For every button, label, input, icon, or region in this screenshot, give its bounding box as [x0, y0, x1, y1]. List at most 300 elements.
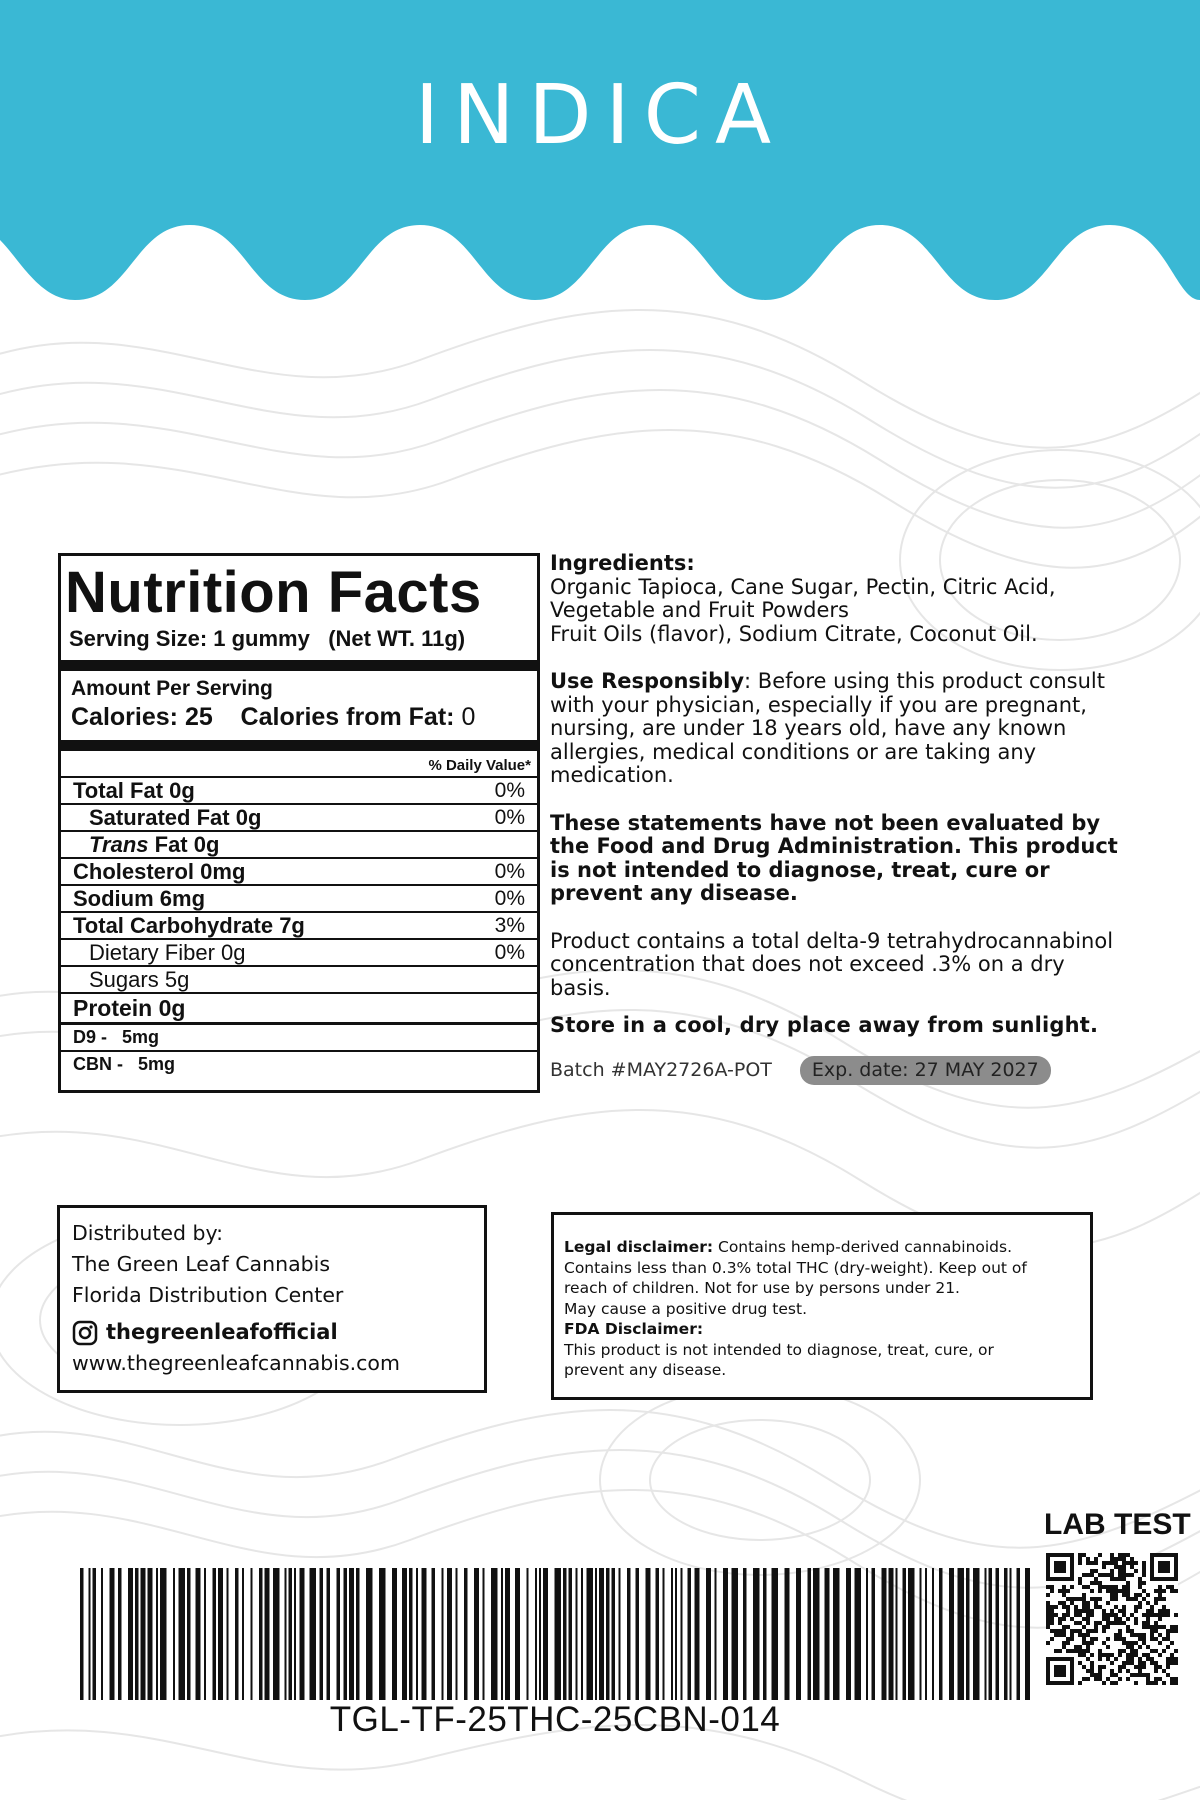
lab-test-label: LAB TEST [1044, 1508, 1191, 1541]
daily-value-header: % Daily Value* [61, 751, 537, 778]
qr-module [1118, 1577, 1122, 1581]
qr-module [1142, 1589, 1146, 1593]
qr-module [1094, 1605, 1098, 1609]
nutrient-label-suffix: Fat [148, 831, 188, 857]
qr-module [1122, 1613, 1126, 1617]
qr-module [1082, 1625, 1086, 1629]
qr-module [1058, 1601, 1062, 1605]
nutrient-daily-value: 3% [494, 913, 525, 937]
qr-module [1134, 1561, 1138, 1565]
qr-module [1082, 1637, 1086, 1641]
qr-module [1046, 1593, 1050, 1597]
qr-module [1146, 1609, 1150, 1613]
qr-module [1086, 1609, 1090, 1613]
distributor-website[interactable]: www.thegreenleafcannabis.com [72, 1351, 400, 1375]
qr-module [1090, 1581, 1094, 1585]
barcode-bar [619, 1568, 621, 1700]
use-responsibly-heading: Use Responsibly [550, 669, 745, 693]
qr-module [1174, 1629, 1178, 1633]
qr-module [1046, 1601, 1050, 1605]
qr-module [1106, 1613, 1110, 1617]
qr-module [1082, 1633, 1086, 1637]
qr-module [1122, 1609, 1126, 1613]
barcode-bar [656, 1568, 660, 1700]
qr-module [1138, 1669, 1142, 1673]
nutrient-row [61, 913, 537, 940]
qr-module [1118, 1649, 1122, 1653]
qr-module [1078, 1553, 1082, 1557]
qr-module [1082, 1601, 1086, 1605]
qr-module [1062, 1645, 1066, 1649]
qr-module [1102, 1653, 1106, 1657]
barcode-bar [543, 1568, 548, 1700]
qr-module [1102, 1617, 1106, 1621]
barcode-bar [555, 1568, 562, 1700]
barcode-bar [344, 1568, 348, 1700]
qr-module [1154, 1649, 1158, 1653]
qr-module [1126, 1581, 1130, 1585]
nutrient-amount: 0g [169, 777, 195, 803]
barcode-bar [688, 1568, 692, 1700]
qr-module [1118, 1637, 1122, 1641]
barcode-bar [833, 1568, 840, 1700]
qr-module [1046, 1585, 1050, 1589]
qr-module [1082, 1593, 1086, 1597]
qr-module [1046, 1609, 1050, 1613]
barcode-bar [409, 1568, 413, 1700]
qr-module [1094, 1581, 1098, 1585]
qr-module [1142, 1665, 1146, 1669]
qr-module [1066, 1625, 1070, 1629]
qr-module [1070, 1649, 1074, 1653]
qr-module [1066, 1637, 1070, 1641]
qr-module [1110, 1577, 1114, 1581]
qr-module [1114, 1593, 1118, 1597]
qr-module [1162, 1597, 1166, 1601]
qr-module [1086, 1641, 1090, 1645]
barcode-bar [989, 1568, 993, 1700]
qr-module [1090, 1665, 1094, 1669]
qr-module [1162, 1625, 1166, 1629]
qr-module [1110, 1653, 1114, 1657]
qr-module [1102, 1561, 1106, 1565]
qr-module [1062, 1633, 1066, 1637]
qr-module [1142, 1633, 1146, 1637]
qr-module [1110, 1553, 1114, 1557]
qr-module [1106, 1677, 1110, 1681]
barcode-bar [501, 1568, 503, 1700]
qr-module [1122, 1565, 1126, 1569]
qr-module [1150, 1625, 1154, 1629]
qr-module [1094, 1637, 1098, 1641]
qr-module [1126, 1657, 1130, 1661]
legal-text: reach of children. Not for use by persons under 21. [564, 1279, 960, 1297]
qr-module [1130, 1633, 1134, 1637]
qr-module [1074, 1609, 1078, 1613]
amount-per-serving-label: Amount Per Serving [71, 677, 273, 700]
qr-module [1114, 1585, 1118, 1589]
distributor-label: Distributed by: [72, 1221, 224, 1245]
qr-module [1158, 1677, 1162, 1681]
qr-module [1082, 1609, 1086, 1613]
qr-module [1090, 1573, 1094, 1577]
qr-module [1166, 1665, 1170, 1669]
qr-module [1126, 1553, 1130, 1557]
qr-module [1154, 1589, 1158, 1593]
qr-module [1082, 1585, 1086, 1589]
qr-module [1102, 1573, 1106, 1577]
ingredients-heading: Ingredients: [550, 551, 695, 575]
nutrient-label: Cholesterol [73, 858, 195, 884]
qr-module [1138, 1633, 1142, 1637]
nutrient-daily-value: 0% [494, 778, 525, 802]
qr-module [1062, 1585, 1066, 1589]
product-info-column [550, 552, 1125, 1085]
qr-module [1146, 1621, 1150, 1625]
qr-module [1074, 1613, 1078, 1617]
qr-module [1090, 1653, 1094, 1657]
barcode-bar [949, 1568, 954, 1700]
qr-module [1126, 1589, 1130, 1593]
qr-module [1070, 1637, 1074, 1641]
qr-module [1098, 1621, 1102, 1625]
barcode-bar [606, 1568, 610, 1700]
qr-module [1078, 1681, 1082, 1685]
legal-heading: Legal disclaimer: [564, 1238, 714, 1256]
nutrition-divider [61, 660, 537, 671]
barcode-bar [527, 1568, 529, 1700]
barcode-bar [392, 1568, 397, 1700]
expiration-date-badge: Exp. date: 27 MAY 2027 [800, 1056, 1051, 1086]
qr-module [1126, 1561, 1130, 1565]
qr-module [1174, 1649, 1178, 1653]
qr-module [1142, 1581, 1146, 1585]
barcode-bar [723, 1568, 728, 1700]
qr-module [1142, 1565, 1146, 1569]
qr-module [1138, 1661, 1142, 1665]
qr-module [1162, 1637, 1166, 1641]
calories-fat-value: 0 [461, 703, 476, 731]
qr-module [1106, 1585, 1110, 1589]
qr-module [1090, 1673, 1094, 1677]
qr-module [1170, 1589, 1174, 1593]
qr-module [1114, 1577, 1118, 1581]
qr-module [1166, 1633, 1170, 1637]
qr-module [1054, 1605, 1058, 1609]
barcode-bar [196, 1568, 201, 1700]
distributor-location: Florida Distribution Center [72, 1283, 344, 1307]
qr-module [1174, 1625, 1178, 1629]
qr-module [1134, 1621, 1138, 1625]
qr-module [1146, 1673, 1150, 1677]
qr-module [1098, 1553, 1102, 1557]
qr-module [1142, 1625, 1146, 1629]
qr-module [1082, 1597, 1086, 1601]
qr-module [1166, 1613, 1170, 1617]
qr-module [1102, 1629, 1106, 1633]
qr-module [1174, 1589, 1178, 1593]
qr-module [1086, 1645, 1090, 1649]
qr-module [1150, 1657, 1154, 1661]
qr-module [1122, 1621, 1126, 1625]
qr-module [1154, 1625, 1158, 1629]
qr-module [1090, 1613, 1094, 1617]
qr-module [1126, 1573, 1130, 1577]
qr-module [1082, 1649, 1086, 1653]
qr-module [1098, 1589, 1102, 1593]
qr-module [1062, 1601, 1066, 1605]
legal-text: Contains hemp-derived cannabinoids. [713, 1238, 1013, 1256]
calories-line [71, 703, 537, 732]
qr-module [1102, 1609, 1106, 1613]
qr-module [1086, 1677, 1090, 1681]
nutrient-amount: 6mg [159, 885, 206, 911]
qr-module [1150, 1609, 1154, 1613]
barcode-bar [866, 1568, 868, 1700]
qr-module [1154, 1629, 1158, 1633]
qr-module [1142, 1621, 1146, 1625]
qr-module [1066, 1605, 1070, 1609]
qr-module [1158, 1653, 1162, 1657]
fda-statement: These statements have not been evaluated by the Food and Drug Administration. This product is not intended to diagnose, treat, cure or prevent any disease. [550, 810, 1118, 905]
qr-module [1122, 1661, 1126, 1665]
qr-module [1146, 1681, 1150, 1685]
barcode-bar [89, 1568, 91, 1700]
qr-module [1110, 1613, 1114, 1617]
qr-module [1062, 1629, 1066, 1633]
qr-module [1050, 1589, 1054, 1593]
qr-module [1090, 1561, 1094, 1565]
qr-module [1130, 1613, 1134, 1617]
qr-module [1054, 1633, 1058, 1637]
qr-module [1146, 1645, 1150, 1649]
barcode-bar [93, 1568, 97, 1700]
qr-module [1078, 1621, 1082, 1625]
barcode-bar [251, 1568, 253, 1700]
qr-module [1094, 1629, 1098, 1633]
qr-module [1078, 1597, 1082, 1601]
qr-module [1110, 1597, 1114, 1601]
legal-text: Contains less than 0.3% total THC (dry-weight). Keep out of [564, 1258, 1027, 1277]
barcode-bar [148, 1568, 153, 1700]
qr-module [1158, 1665, 1162, 1669]
qr-module [1066, 1609, 1070, 1613]
qr-module [1098, 1649, 1102, 1653]
qr-module [1106, 1657, 1110, 1661]
qr-module [1162, 1649, 1166, 1653]
qr-module [1170, 1625, 1174, 1629]
nutrient-label: Total Carbohydrate [73, 912, 274, 938]
qr-module [1066, 1597, 1070, 1601]
barcode-bar [141, 1568, 146, 1700]
qr-module [1110, 1557, 1114, 1561]
qr-module [1158, 1593, 1162, 1597]
barcode-bar [505, 1568, 510, 1700]
qr-module [1174, 1613, 1178, 1617]
qr-module [1102, 1565, 1106, 1569]
nutrient-amount: 5g [164, 966, 190, 992]
qr-module [1154, 1681, 1158, 1685]
qr-module [1138, 1673, 1142, 1677]
barcode-bar [474, 1568, 479, 1700]
qr-module [1078, 1561, 1082, 1565]
barcode-bar [356, 1568, 360, 1700]
qr-module [1114, 1613, 1118, 1617]
qr-module [1082, 1617, 1086, 1621]
cannabinoid-amount: 5mg [122, 1027, 160, 1047]
legal-text: May cause a positive drug test. [564, 1299, 807, 1318]
qr-module [1106, 1561, 1110, 1565]
barcode-bar [563, 1568, 567, 1700]
qr-module [1090, 1609, 1094, 1613]
qr-module [1078, 1645, 1082, 1649]
qr-module [1090, 1669, 1094, 1673]
qr-module [1138, 1657, 1142, 1661]
barcode-bar [1010, 1568, 1012, 1700]
qr-module [1066, 1641, 1070, 1645]
barcode-bar [932, 1568, 934, 1700]
product-barcode [80, 1568, 1030, 1700]
qr-module [1098, 1669, 1102, 1673]
barcode-bar [273, 1568, 280, 1700]
qr-module [1074, 1645, 1078, 1649]
barcode-bar [732, 1568, 739, 1700]
qr-module [1078, 1557, 1082, 1561]
barcode-bar [581, 1568, 583, 1700]
nutrient-row [61, 832, 537, 859]
use-responsibly-paragraph [550, 670, 1125, 788]
qr-module [1110, 1589, 1114, 1593]
barcode-bar [973, 1568, 980, 1700]
qr-module [1142, 1673, 1146, 1677]
qr-module [1054, 1613, 1058, 1617]
qr-module [1102, 1625, 1106, 1629]
qr-module [1090, 1629, 1094, 1633]
qr-module [1050, 1621, 1054, 1625]
qr-module [1050, 1629, 1054, 1633]
qr-module [1134, 1633, 1138, 1637]
qr-module [1086, 1633, 1090, 1637]
barcode-bar [366, 1568, 373, 1700]
qr-module [1070, 1585, 1074, 1589]
barcode-bar [958, 1568, 965, 1700]
barcode-bar [1017, 1568, 1021, 1700]
qr-module [1090, 1661, 1094, 1665]
nutrient-label: Trans [89, 831, 149, 857]
barcode-bar [173, 1568, 175, 1700]
barcode-bar [101, 1568, 103, 1700]
cannabinoid-label: CBN - [73, 1054, 123, 1074]
qr-module [1130, 1641, 1134, 1645]
qr-module [1158, 1613, 1162, 1617]
barcode-bar [285, 1568, 287, 1700]
qr-module [1090, 1569, 1094, 1573]
barcode-bar [259, 1568, 263, 1700]
qr-module [1082, 1605, 1086, 1609]
qr-module [1054, 1561, 1066, 1573]
qr-module [1110, 1593, 1114, 1597]
qr-module [1130, 1597, 1134, 1601]
qr-module [1130, 1557, 1134, 1561]
qr-module [1146, 1601, 1150, 1605]
batch-expiration-line [550, 1056, 1125, 1086]
qr-module [1110, 1609, 1114, 1613]
nutrient-row [61, 967, 537, 994]
qr-module [1114, 1681, 1118, 1685]
qr-module [1162, 1681, 1166, 1685]
qr-module [1122, 1589, 1126, 1593]
qr-module [1162, 1609, 1166, 1613]
qr-module [1098, 1573, 1102, 1577]
qr-module [1138, 1601, 1142, 1605]
barcode-bar [310, 1568, 317, 1700]
qr-module [1122, 1665, 1126, 1669]
barcode-bar [442, 1568, 444, 1700]
qr-module [1122, 1569, 1126, 1573]
barcode-bar [695, 1568, 700, 1700]
barcode-bar [996, 1568, 1000, 1700]
qr-module [1122, 1585, 1126, 1589]
barcode-bar [227, 1568, 229, 1700]
lab-test-qr-code[interactable] [1046, 1553, 1178, 1685]
fda-disclaimer-text: This product is not intended to diagnose, treat, cure, or [564, 1340, 994, 1359]
qr-module [1170, 1585, 1174, 1589]
qr-module [1150, 1629, 1154, 1633]
barcode-bar [110, 1568, 115, 1700]
nutrient-amount: 0mg [200, 858, 246, 884]
qr-module [1118, 1677, 1122, 1681]
barcode-bar [204, 1568, 206, 1700]
qr-module [1102, 1641, 1106, 1645]
qr-module [1070, 1617, 1074, 1621]
qr-module [1110, 1569, 1114, 1573]
qr-module [1158, 1617, 1162, 1621]
qr-module [1098, 1665, 1102, 1669]
qr-module [1138, 1665, 1142, 1669]
qr-module [1094, 1557, 1098, 1561]
barcode-bar [156, 1568, 158, 1700]
barcode-bar [763, 1568, 767, 1700]
qr-module [1090, 1637, 1094, 1641]
qr-module [1154, 1637, 1158, 1641]
qr-module [1106, 1601, 1110, 1605]
barcode-bar [663, 1568, 665, 1700]
qr-module [1054, 1665, 1066, 1677]
nutrient-label: Sodium [73, 885, 154, 911]
qr-module [1070, 1633, 1074, 1637]
qr-module [1094, 1577, 1098, 1581]
qr-module [1130, 1629, 1134, 1633]
qr-module [1130, 1565, 1134, 1569]
barcode-bar [432, 1568, 436, 1700]
qr-module [1150, 1637, 1154, 1641]
qr-module [1106, 1573, 1110, 1577]
qr-module [1158, 1609, 1162, 1613]
nutrient-daily-value: 0% [494, 805, 525, 829]
qr-module [1150, 1661, 1154, 1665]
qr-module [1086, 1601, 1090, 1605]
distributor-name: The Green Leaf Cannabis [72, 1252, 331, 1276]
qr-module [1166, 1609, 1170, 1613]
nutrition-facts-title: Nutrition Facts [65, 560, 482, 625]
qr-module [1082, 1573, 1086, 1577]
qr-module [1138, 1593, 1142, 1597]
qr-module [1110, 1561, 1114, 1565]
qr-module [1166, 1661, 1170, 1665]
qr-module [1154, 1661, 1158, 1665]
qr-module [1150, 1649, 1154, 1653]
qr-module [1062, 1593, 1066, 1597]
